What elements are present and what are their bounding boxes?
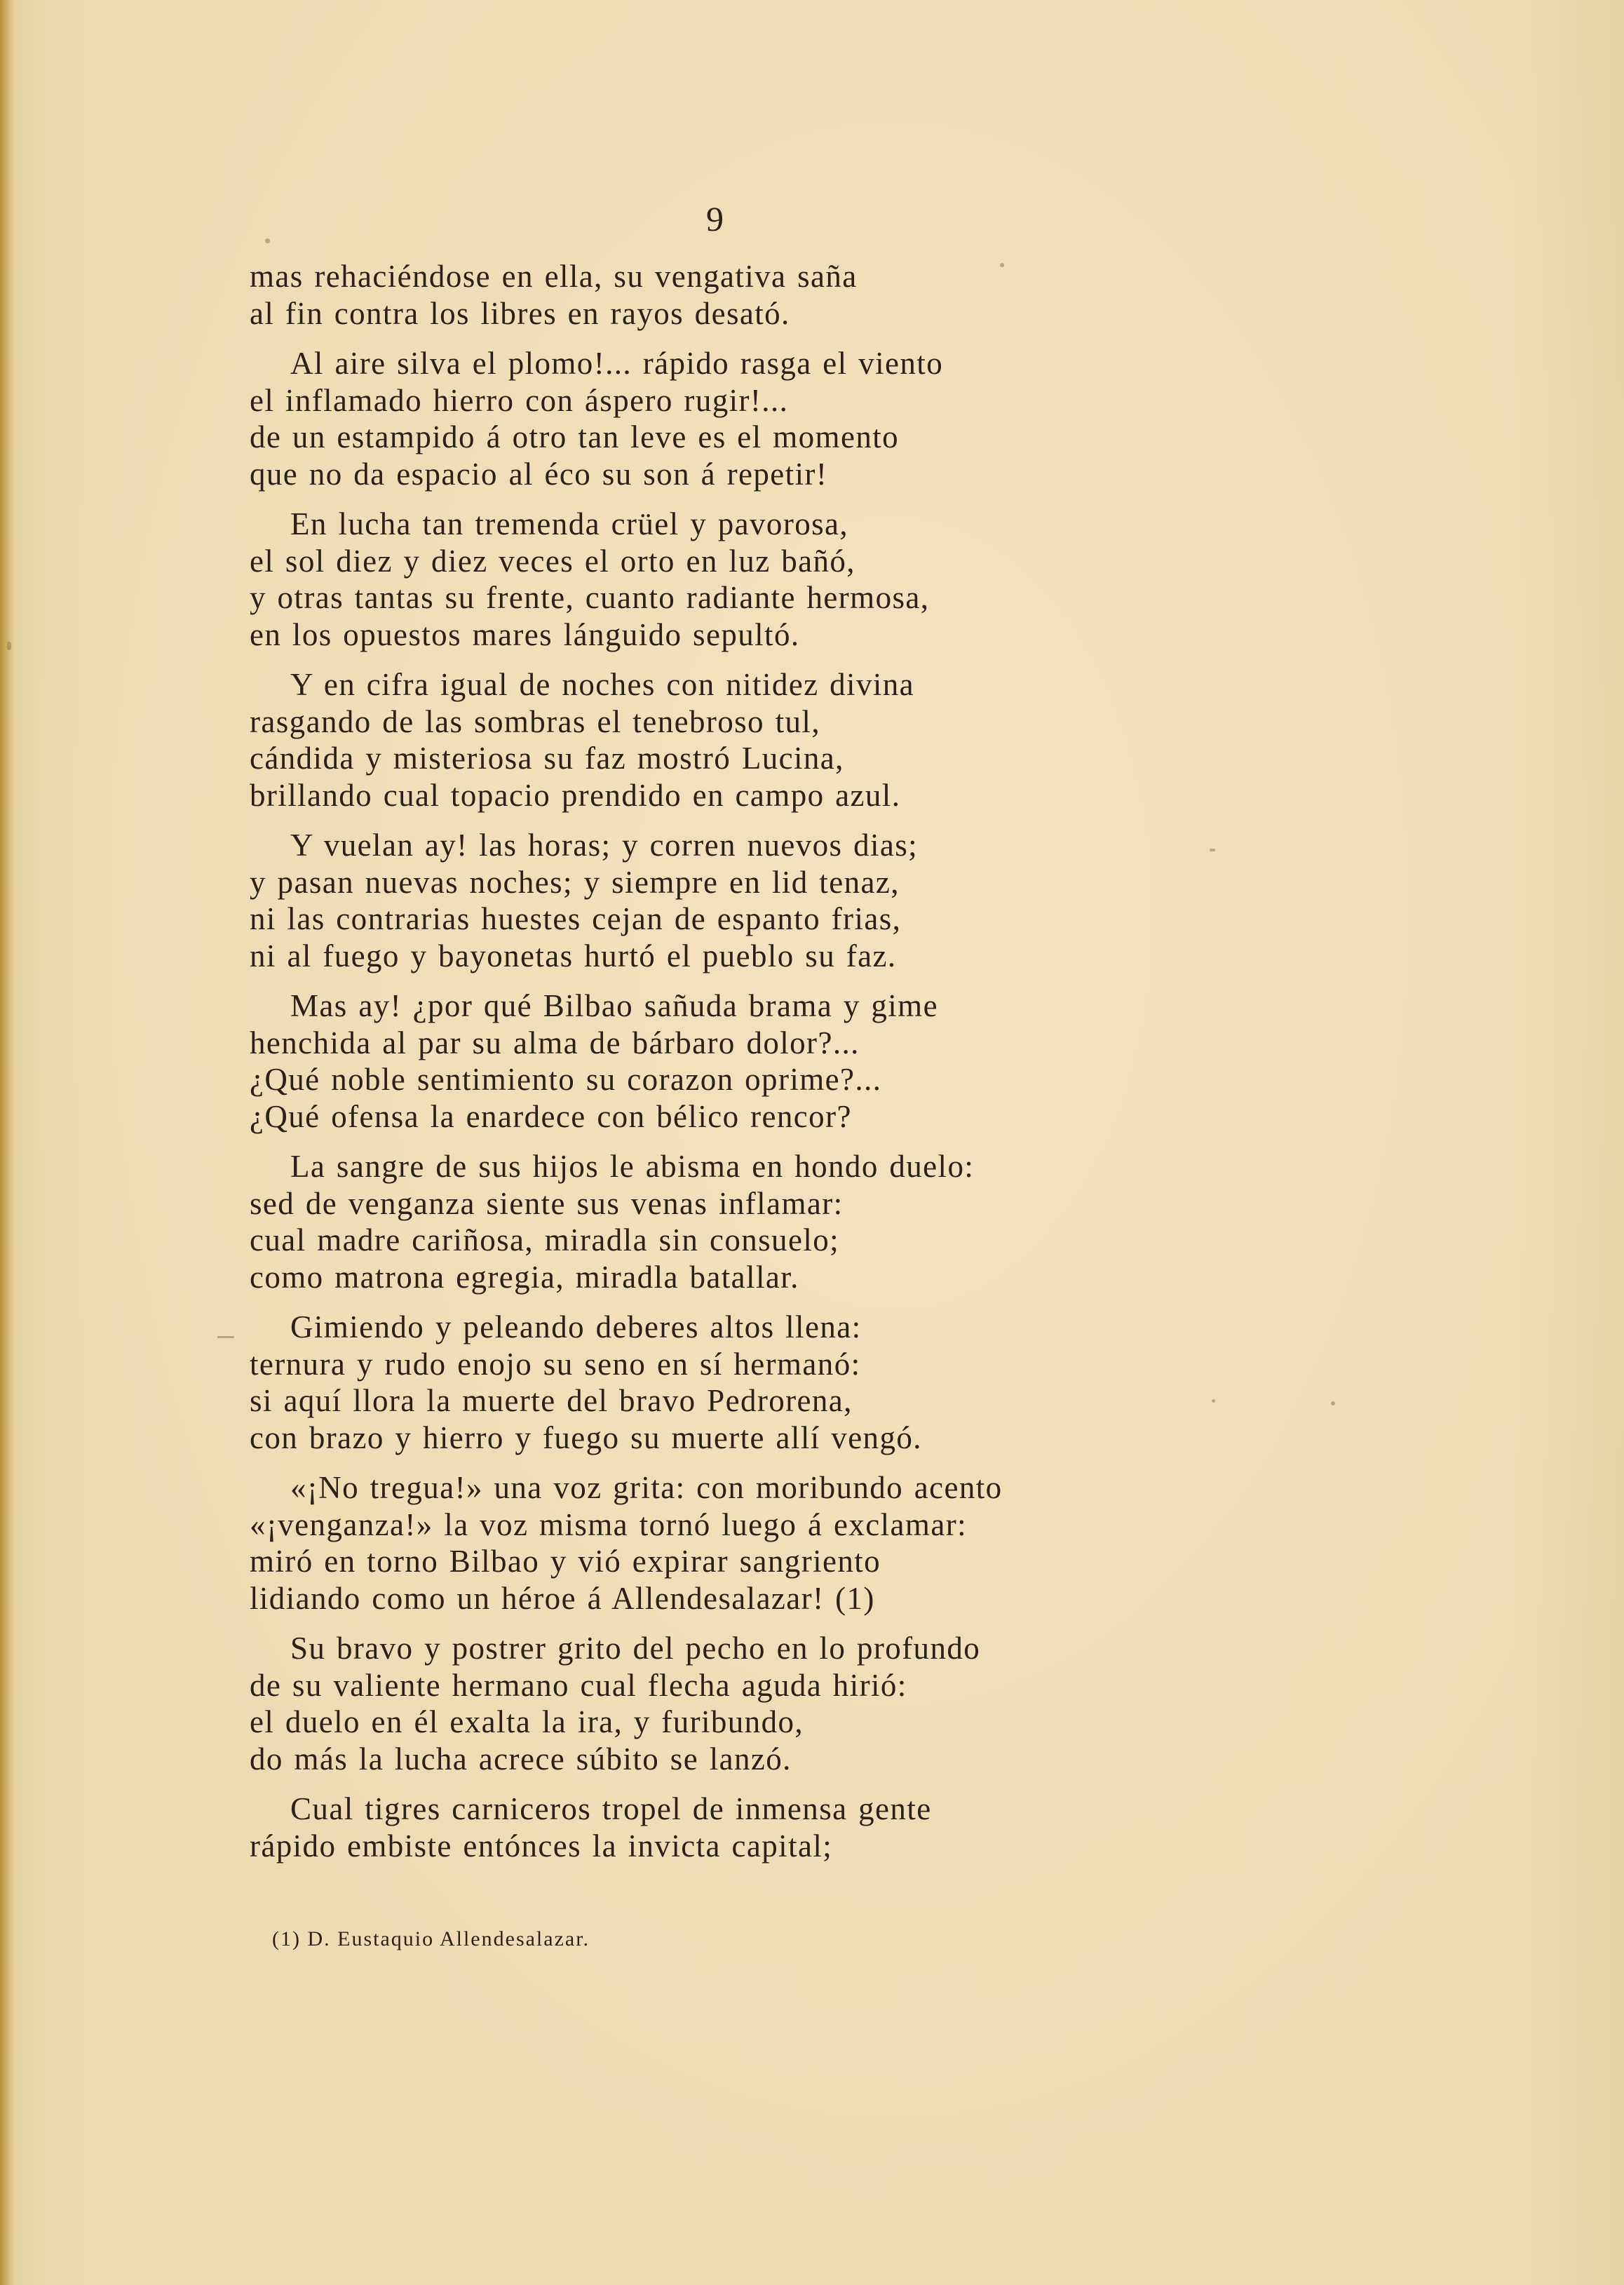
- poem-line: rápido embiste entónces la invicta capital;: [250, 1828, 833, 1863]
- poem-line: cándida y misteriosa su faz mostró Lucina,: [250, 741, 844, 776]
- poem-line: como matrona egregia, miradla batallar.: [250, 1259, 799, 1295]
- poem-line: al fin contra los libres en rayos desató.: [250, 295, 790, 331]
- poem-line: «¡venganza!» la voz misma tornó luego á exclamar:: [250, 1507, 967, 1542]
- poem-line: el duelo en él exalta la ira, y furibundo,: [250, 1704, 804, 1739]
- stanza: [250, 506, 1105, 653]
- poem-line: Gimiendo y peleando deberes altos llena:: [290, 1309, 862, 1344]
- poem-line: el sol diez y diez veces el orto en luz bañó,: [250, 543, 855, 579]
- stanza: [250, 988, 1105, 1135]
- footnote: (1) D. Eustaquio Allendesalazar.: [272, 1927, 590, 1950]
- poem-line: Al aire silva el plomo!... rápido rasga el viento: [290, 346, 944, 381]
- poem-line: Mas ay! ¿por qué Bilbao sañuda brama y gime: [290, 988, 938, 1023]
- page-binding-edge: [0, 0, 15, 2285]
- stanza: [250, 1309, 1105, 1456]
- poem-line: Su bravo y postrer grito del pecho en lo profundo: [290, 1631, 981, 1666]
- poem-line: lidiando como un héroe á Allendesalazar! (1): [250, 1580, 875, 1616]
- poem-line: el inflamado hierro con áspero rugir!...: [250, 382, 789, 418]
- poem-line: ni las contrarias huestes cejan de espanto frias,: [250, 901, 902, 936]
- paper-speck: [265, 238, 270, 243]
- poem-body: [250, 258, 1105, 1878]
- page-number: 9: [706, 199, 724, 238]
- poem-line: si aquí llora la muerte del bravo Pedrorena,: [250, 1383, 853, 1418]
- stanza: [250, 345, 1105, 492]
- stanza: [250, 1630, 1105, 1777]
- poem-line: de su valiente hermano cual flecha aguda hirió:: [250, 1667, 907, 1703]
- poem-line: Y en cifra igual de noches con nitidez divina: [290, 667, 915, 702]
- poem-line: y otras tantas su frente, cuanto radiante hermosa,: [250, 580, 930, 615]
- poem-line: con brazo y hierro y fuego su muerte allí vengó.: [250, 1420, 922, 1455]
- poem-line: «¡No tregua!» una voz grita: con moribundo acento: [290, 1470, 1003, 1505]
- poem-line: mas rehaciéndose en ella, su vengativa saña: [250, 259, 858, 294]
- poem-line: sed de venganza siente sus venas inflamar:: [250, 1185, 844, 1221]
- poem-line: do más la lucha acrece súbito se lanzó.: [250, 1741, 792, 1777]
- poem-line: ¿Qué noble sentimiento su corazon oprime?...: [250, 1062, 882, 1097]
- paper-speck: [1210, 849, 1215, 851]
- stanza: [250, 1791, 1105, 1864]
- poem-line: que no da espacio al éco su son á repetir!: [250, 456, 828, 492]
- poem-line: Y vuelan ay! las horas; y corren nuevos dias;: [290, 828, 919, 863]
- poem-line: La sangre de sus hijos le abisma en hondo duelo:: [290, 1149, 975, 1184]
- poem-line: Cual tigres carniceros tropel de inmensa gente: [290, 1791, 932, 1826]
- stanza: [250, 1148, 1105, 1295]
- poem-line: rasgando de las sombras el tenebroso tul,: [250, 703, 820, 739]
- paper-speck: [7, 642, 11, 650]
- poem-line: de un estampido á otro tan leve es el momento: [250, 419, 900, 454]
- poem-line: ¿Qué ofensa la enardece con bélico rencor?: [250, 1098, 852, 1134]
- paper-speck: [1331, 1401, 1335, 1406]
- poem-line: henchida al par su alma de bárbaro dolor?...: [250, 1025, 860, 1060]
- poem-line: en los opuestos mares lánguido sepultó.: [250, 616, 800, 652]
- paper-speck: [217, 1336, 234, 1338]
- poem-line: cual madre cariñosa, miradla sin consuelo;: [250, 1222, 840, 1258]
- poem-line: y pasan nuevas noches; y siempre en lid tenaz,: [250, 864, 900, 900]
- poem-line: En lucha tan tremenda crüel y pavorosa,: [290, 506, 849, 541]
- paper-speck: [1000, 263, 1004, 267]
- poem-line: ternura y rudo enojo su seno en sí hermanó:: [250, 1346, 861, 1382]
- poem-line: ni al fuego y bayonetas hurtó el pueblo su faz.: [250, 938, 897, 973]
- stanza: [250, 258, 1105, 332]
- poem-line: brillando cual topacio prendido en campo azul.: [250, 777, 901, 813]
- stanza: [250, 666, 1105, 814]
- paper-speck: [1212, 1399, 1215, 1403]
- stanza: [250, 827, 1105, 974]
- stanza: [250, 1469, 1105, 1617]
- poem-line: miró en torno Bilbao y vió expirar sangriento: [250, 1544, 881, 1579]
